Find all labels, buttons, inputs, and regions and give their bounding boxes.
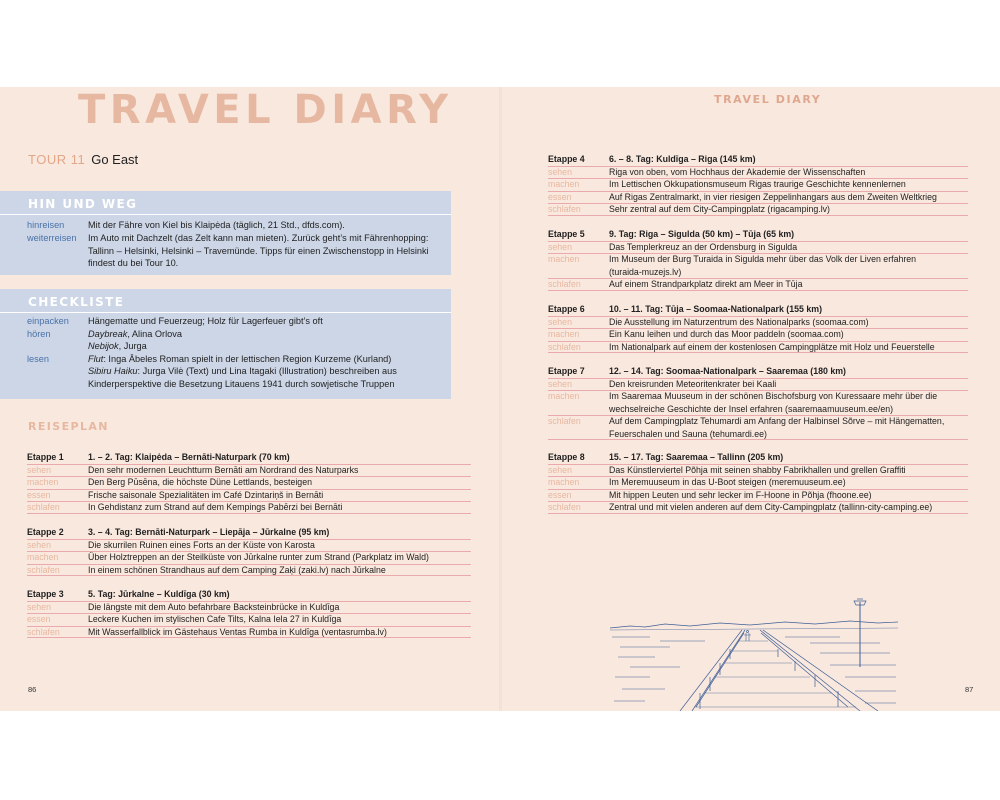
etappe-block — [27, 526, 471, 576]
row-text: Das Templerkreuz an der Ordensburg in Sigulda — [609, 241, 798, 252]
row-text: Die längste mit dem Auto befahrbare Backsteinbrücke in Kuldīga — [88, 601, 340, 612]
row-text: In Gehdistanz zum Strand auf dem Kempings Pabērzi bei Bernāti — [88, 502, 343, 512]
row-text: In einem schönen Strandhaus auf dem Camping Zaķi (zaki.lv) nach Jūrkalne — [88, 564, 386, 575]
etappe-label: Etappe 5 — [548, 229, 585, 239]
etappe-title: 3. – 4. Tag: Bernāti-Naturpark – Liepāja – Jūrkalne (95 km) — [88, 527, 330, 537]
row-label: sehen — [27, 539, 51, 550]
etappe-header — [27, 588, 471, 601]
row-text: Die Ausstellung im Naturzentrum des Nationalparks (soomaa.com) — [609, 316, 869, 327]
etappe-row — [27, 476, 471, 489]
etappe-label: Etappe 8 — [548, 452, 585, 462]
etappe-header — [548, 153, 968, 166]
row-label: schlafen — [548, 204, 581, 214]
etappe-block — [548, 303, 968, 353]
row-text: Auf dem Campingplatz Tehumardi am Anfang der Halbinsel Sõrve – mit Hängematten, — [609, 416, 945, 426]
info-key: hinreisen — [27, 220, 65, 230]
row-text: Im Saaremaa Muuseum in der schönen Bischofsburg von Kuressaare mehr über die — [609, 391, 938, 401]
info-value: findest du bei Tour 10. — [88, 258, 179, 268]
book-title: Sibiru Haiku — [88, 366, 138, 376]
etappe-header — [27, 451, 471, 464]
etappe-row — [548, 341, 968, 354]
checkliste-box — [0, 289, 451, 399]
etappe-row — [548, 166, 968, 179]
etappe-row — [548, 241, 968, 254]
row-label: machen — [27, 477, 59, 487]
etappe-row — [27, 464, 471, 477]
etappe-row — [548, 390, 968, 415]
row-label: schlafen — [27, 564, 60, 575]
running-header: TRAVEL DIARY — [714, 93, 822, 106]
etappe-row — [548, 203, 968, 216]
etappe-title: 12. – 14. Tag: Soomaa-Nationalpark – Saaremaa (180 km) — [609, 366, 846, 376]
row-text: Im Nationalpark auf einem der kostenlosen Campingplätze mit Holz und Feuerstelle — [609, 341, 935, 352]
row-text: Den Berg Pūsēna, die höchste Düne Lettlands, besteigen — [88, 477, 312, 487]
info-value: Tallinn – Helsinki, Helsinki – Travemünde. Tipps für einen Zwischenstopp in Helsinki — [88, 245, 429, 256]
etappe-row — [548, 191, 968, 204]
info-value — [88, 365, 448, 378]
etappe-label: Etappe 4 — [548, 154, 585, 164]
row-label: schlafen — [548, 341, 581, 352]
etappe-title: 10. – 11. Tag: Tūja – Soomaa-Nationalpark (155 km) — [609, 304, 822, 314]
info-value — [88, 328, 448, 341]
checkliste-title: CHECKLISTE — [28, 295, 125, 309]
tour-number: TOUR 11 — [28, 152, 86, 167]
album-title: Nebijok — [88, 341, 119, 351]
etappe-row — [548, 501, 968, 514]
etappe-header — [548, 228, 968, 241]
etappe-header — [548, 365, 968, 378]
etappe-block — [27, 588, 471, 638]
row-text: Ein Kanu leihen und durch das Moor paddeln (soomaa.com) — [609, 329, 844, 339]
row-text: Über Holztreppen an der Steilküste von Jūrkalne runter zum Strand (Parkplatz im Wald) — [88, 552, 429, 562]
tour-heading — [28, 152, 138, 167]
info-key: weiterreisen — [27, 233, 77, 243]
row-text: Auf einem Strandparkplatz direkt am Meer in Tūja — [609, 279, 803, 289]
row-text: Feuerschalen und Sauna (tehumardi.ee) — [609, 428, 767, 439]
row-text: Mit Wasserfallblick im Gästehaus Ventas Rumba in Kuldīga (ventasrumba.lv) — [88, 626, 387, 637]
box-divider — [0, 214, 451, 215]
album-title: Daybreak — [88, 328, 128, 339]
book-description: : Jurga Vilė (Text) und Lina Itagaki (Illustration) beschreiben aus — [137, 366, 397, 376]
row-text: Auf Rigas Zentralmarkt, in vier riesigen Zeppelinhangars aus dem Zweiten Weltkrieg — [609, 191, 937, 202]
etappe-label: Etappe 6 — [548, 304, 585, 314]
row-label: sehen — [548, 378, 572, 389]
row-label: machen — [548, 329, 580, 339]
row-text: wechselreiche Geschichte der Insel erfahren (saaremaamuuseum.ee/en) — [609, 403, 894, 414]
row-label: sehen — [548, 464, 572, 475]
page-number-right: 87 — [965, 685, 974, 694]
row-label: machen — [27, 552, 59, 562]
etappe-header — [548, 451, 968, 464]
row-label: essen — [27, 614, 51, 624]
row-text: Frische saisonale Spezialitäten im Café Dzintariņš in Bernāti — [88, 489, 324, 500]
etappe-title: 9. Tag: Riga – Sigulda (50 km) – Tūja (65 km) — [609, 229, 795, 239]
etappe-row — [548, 278, 968, 291]
artist-name: , Jurga — [118, 341, 147, 351]
row-text: Zentral und mit vielen anderen auf dem City-Campingplatz (tallinn-city-camping.ee) — [609, 502, 933, 512]
etappe-title: 15. – 17. Tag: Saaremaa – Tallinn (205 km) — [609, 452, 784, 462]
etappe-row — [27, 613, 471, 626]
row-label: machen — [548, 391, 580, 401]
info-value: Im Auto mit Dachzelt (das Zelt kann man mieten). Zurück geht’s mit Fährenhopping: — [88, 233, 429, 243]
etappe-label: Etappe 7 — [548, 366, 585, 376]
etappe-row — [548, 316, 968, 329]
reiseplan-heading: REISEPLAN — [28, 420, 109, 433]
etappe-block — [27, 451, 471, 514]
etappe-block — [548, 365, 968, 440]
etappe-row — [548, 378, 968, 391]
row-label: schlafen — [27, 626, 60, 637]
etappe-row — [548, 489, 968, 502]
page-number-left: 86 — [28, 685, 37, 694]
info-value: Hängematte und Feuerzeug; Holz für Lagerfeuer gibt’s oft — [88, 316, 323, 326]
etappe-title: 6. – 8. Tag: Kuldīga – Riga (145 km) — [609, 154, 756, 164]
row-label: sehen — [27, 464, 51, 475]
tour-name: Go East — [91, 152, 139, 167]
row-label: machen — [548, 254, 580, 264]
etappe-row — [27, 551, 471, 564]
book-title: Flut — [88, 353, 104, 364]
row-label: sehen — [548, 241, 572, 252]
etappe-header — [27, 526, 471, 539]
row-label: sehen — [548, 166, 572, 177]
etappe-row — [27, 539, 471, 552]
row-text: Im Lettischen Okkupationsmuseum Rigas traurige Geschichte kennenlernen — [609, 179, 906, 189]
row-label: essen — [548, 191, 572, 202]
row-text: Den kreisrunden Meteoritenkrater bei Kaali — [609, 378, 777, 389]
row-text: Den sehr modernen Leuchtturm Bernāti am Nordrand des Naturparks — [88, 464, 359, 475]
hin-und-weg-box — [0, 191, 451, 275]
etappe-row — [548, 178, 968, 191]
row-label: schlafen — [27, 502, 60, 512]
etappe-row — [27, 489, 471, 502]
box-divider — [0, 312, 451, 313]
etappe-row — [548, 464, 968, 477]
etappe-block — [548, 153, 968, 216]
row-text: Riga von oben, vom Hochhaus der Akademie der Wissenschaften — [609, 166, 866, 177]
row-text: Im Meremuuseum in das U-Boot steigen (meremuuseum.ee) — [609, 477, 846, 487]
info-value — [88, 340, 448, 353]
pier-sketch-illustration — [610, 597, 898, 711]
etappe-row — [27, 601, 471, 614]
etappe-label: Etappe 1 — [27, 452, 64, 462]
row-label: machen — [548, 179, 580, 189]
book-spread — [0, 87, 1000, 711]
etappe-block — [548, 451, 968, 514]
info-key: hören — [27, 328, 51, 339]
etappe-block — [548, 228, 968, 291]
info-key: lesen — [27, 353, 49, 364]
row-text: Das Künstlerviertel Põhja mit seinen shabby Fabrikhallen und grellen Graffiti — [609, 464, 906, 475]
info-key: einpacken — [27, 316, 69, 326]
etappe-row — [548, 415, 968, 440]
row-label: essen — [548, 489, 572, 500]
etappe-row — [27, 501, 471, 514]
row-label: schlafen — [548, 279, 581, 289]
etappe-row — [548, 253, 968, 278]
row-text: Im Museum der Burg Turaida in Sigulda mehr über das Volk der Liven erfahren — [609, 254, 917, 264]
etappe-label: Etappe 3 — [27, 589, 64, 599]
row-text: Die skurrilen Ruinen eines Forts an der Küste von Karosta — [88, 539, 315, 550]
row-text: (turaida-muzejs.lv) — [609, 266, 682, 277]
etappe-row — [548, 476, 968, 489]
hin-und-weg-title: HIN UND WEG — [28, 197, 138, 211]
etappe-label: Etappe 2 — [27, 527, 64, 537]
row-label: schlafen — [548, 502, 581, 512]
page-gutter — [499, 87, 502, 711]
etappe-row — [27, 626, 471, 639]
row-text: Leckere Kuchen im stylischen Cafe Tilts, Kalna Iela 27 in Kuldīga — [88, 614, 342, 624]
row-label: machen — [548, 477, 580, 487]
row-text: Mit hippen Leuten und sehr lecker im F-Hoone in Põhja (fhoone.ee) — [609, 489, 872, 500]
artist-name: , Alina Orlova — [127, 328, 182, 339]
book-description: : Inga Ābeles Roman spielt in der lettischen Region Kurzeme (Kurland) — [103, 353, 392, 364]
row-label: essen — [27, 489, 51, 500]
info-value: Mit der Fähre von Kiel bis Klaipėda (täglich, 21 Std., dfds.com). — [88, 220, 345, 230]
info-value — [88, 353, 448, 366]
etappe-row — [548, 328, 968, 341]
row-label: sehen — [548, 316, 572, 327]
row-label: sehen — [27, 601, 51, 612]
info-value: Kinderperspektive die Besetzung Litauens 1941 durch sowjetische Truppen — [88, 378, 395, 389]
page-title: TRAVEL DIARY — [78, 87, 453, 133]
etappe-title: 1. – 2. Tag: Klaipėda – Bernāti-Naturpark (70 km) — [88, 452, 290, 462]
etappe-header — [548, 303, 968, 316]
etappe-title: 5. Tag: Jūrkalne – Kuldīga (30 km) — [88, 589, 230, 599]
row-text: Sehr zentral auf dem City-Campingplatz (rigacamping.lv) — [609, 204, 830, 214]
row-label: schlafen — [548, 416, 581, 426]
etappe-row — [27, 564, 471, 577]
